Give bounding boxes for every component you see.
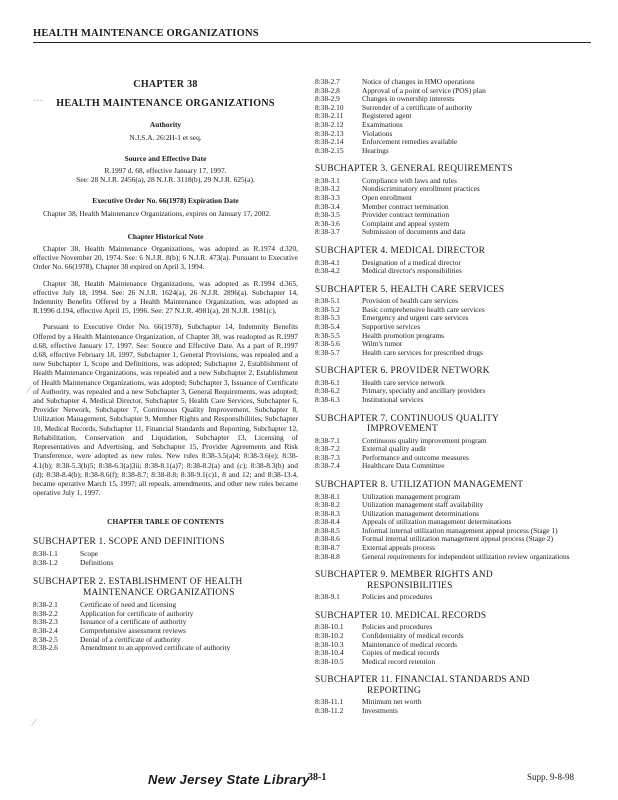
section-title: Maintenance of medical records xyxy=(362,639,458,649)
subchapter-title: SUBCHAPTER 5. HEALTH CARE SERVICES xyxy=(315,284,505,295)
subchapter-title: SUBCHAPTER 9. MEMBER RIGHTS AND xyxy=(315,570,493,581)
section-title: Violations xyxy=(362,128,393,138)
section-title: Submission of documents and data xyxy=(362,227,466,237)
section-title: Wilm's tumor xyxy=(362,339,403,349)
section-title: Denial of a certificate of authority xyxy=(80,634,181,644)
toc-row xyxy=(315,147,486,156)
section-number: 8:38-5.2 xyxy=(315,304,340,314)
section-title: Confidentiality of medical records xyxy=(362,630,464,640)
section-title: Approval of a point of service (POS) plan xyxy=(362,85,486,95)
section-title: Provision of health care services xyxy=(362,296,459,306)
section-number: 8:38-2.9 xyxy=(315,94,340,104)
section-number: 8:38-6.2 xyxy=(315,386,340,396)
section-title: Issuance of a certificate of authority xyxy=(80,617,187,627)
section-number: 8:38-3.3 xyxy=(315,193,340,203)
section-number: 8:38-5.5 xyxy=(315,330,340,340)
section-title: Appeals of utilization management determinations xyxy=(362,517,512,527)
section-number: 8:38-6.1 xyxy=(315,377,340,387)
section-number: 8:38-2.13 xyxy=(315,128,344,138)
toc-row xyxy=(315,553,570,562)
chapter-number: CHAPTER 38 xyxy=(133,79,198,90)
section-number: 8:38-3.7 xyxy=(315,227,340,237)
section-number: 8:38-2.15 xyxy=(315,145,344,155)
section-number: 8:38-10.2 xyxy=(315,630,344,640)
section-number: 8:38-8.7 xyxy=(315,543,340,553)
subchapter-title: SUBCHAPTER 2. ESTABLISHMENT OF HEALTH xyxy=(33,577,243,588)
toc-row xyxy=(315,658,464,667)
section-title: Surrender of a certificate of authority xyxy=(362,102,473,112)
section-title: Complaint and appeal system xyxy=(362,218,450,228)
section-title: Continuous quality improvement program xyxy=(362,435,487,445)
toc-list xyxy=(315,437,487,471)
toc-row xyxy=(315,593,432,602)
section-number: 8:38-3.6 xyxy=(315,218,340,228)
toc-row xyxy=(315,396,485,405)
toc-list xyxy=(315,259,462,276)
subchapter-title-continued: REPORTING xyxy=(367,685,421,696)
section-title: Amendment to an approved certificate of authority xyxy=(80,643,231,653)
section-title: Health care service network xyxy=(362,377,445,387)
section-number: 8:38-8.5 xyxy=(315,525,340,535)
section-number: 8:38-2.1 xyxy=(33,600,58,610)
right-column xyxy=(315,78,595,716)
section-number: 8:38-8.6 xyxy=(315,534,340,544)
source-line: R.1997 d. 68, effective January 17, 1997. xyxy=(104,166,227,176)
section-number: 8:38-5.4 xyxy=(315,321,340,331)
section-title: Open enrollment xyxy=(362,193,412,203)
toc-row xyxy=(315,267,462,276)
historical-paragraph: Chapter 38, Health Maintenance Organizations, was adopted as R.1994 d.365, effective July 18, 1994. See: 26 N.J.R. 1624(a), 26 N.J.R. 2896(a). Subchapter 14, Indemnity Benefits Offered by a Health Maintenance Organization, was adopted as R.1996 d.194, effective April 15, 1996. See: 27 N.J.R. 4981(a), 28 N.J.R. 1981(c). xyxy=(33,278,298,316)
section-number: 8:38-7.1 xyxy=(315,435,340,445)
section-number: 8:38-2.6 xyxy=(33,643,58,653)
toc-list xyxy=(315,623,464,666)
section-number: 8:38-10.1 xyxy=(315,622,344,632)
section-number: 8:38-10.3 xyxy=(315,639,344,649)
section-number: 8:38-7.4 xyxy=(315,461,340,471)
section-number: 8:38-11.2 xyxy=(315,705,344,715)
toc-list xyxy=(315,593,432,602)
supplement-date: Supp. 9-8-98 xyxy=(527,772,574,782)
section-title: Healthcare Data Committee xyxy=(362,461,445,471)
section-number: 8:38-5.6 xyxy=(315,339,340,349)
running-header: HEALTH MAINTENANCE ORGANIZATIONS xyxy=(33,28,259,39)
section-title: Health promotion programs xyxy=(362,330,445,340)
toc-row xyxy=(33,559,113,568)
section-number: 8:38-8.4 xyxy=(315,517,340,527)
subchapter-title-continued: RESPONSIBILITIES xyxy=(367,580,453,591)
section-number: 8:38-5.1 xyxy=(315,296,340,306)
subchapter-title: SUBCHAPTER 11. FINANCIAL STANDARDS AND xyxy=(315,675,530,686)
section-number: 8:38-3.1 xyxy=(315,175,340,185)
page-number: 38-1 xyxy=(308,772,327,783)
section-number: 8:38-7.2 xyxy=(315,444,340,454)
source-line: See: 28 N.J.R. 2456(a), 28 N.J.R. 3118(b), 29 N.J.R. 625(a). xyxy=(76,175,255,185)
section-number: 8:38-10.5 xyxy=(315,656,344,666)
section-title: Registered agent xyxy=(362,111,412,121)
section-number: 8:38-8.2 xyxy=(315,500,340,510)
section-title: Utilization management staff availability xyxy=(362,500,484,510)
margin-mark: ⁄ xyxy=(28,385,30,396)
section-number: 8:38-6.3 xyxy=(315,395,340,405)
section-title: External quality audit xyxy=(362,444,427,454)
authority-text: N.J.S.A. 26:2H-1 et seq. xyxy=(129,132,202,142)
section-title: Examinations xyxy=(362,119,403,129)
section-number: 8:38-1.2 xyxy=(33,557,58,567)
toc-list xyxy=(315,379,485,405)
header-rule xyxy=(33,42,591,43)
toc-list xyxy=(33,550,113,567)
chapter-title: HEALTH MAINTENANCE ORGANIZATIONS xyxy=(56,98,275,110)
section-title: Policies and procedures xyxy=(362,622,433,632)
section-number: 8:38-2.5 xyxy=(33,634,58,644)
section-number: 8:38-10.4 xyxy=(315,648,344,658)
section-title: Informal internal utilization management appeal process (Stage 1) xyxy=(362,525,558,535)
subchapter-title-continued: IMPROVEMENT xyxy=(367,424,438,435)
section-number: 8:38-2.8 xyxy=(315,85,340,95)
section-title: Primary, specialty and ancillary providers xyxy=(362,386,486,396)
subchapter-title: SUBCHAPTER 1. SCOPE AND DEFINITIONS xyxy=(33,536,225,547)
section-title: Enforcement remedies available xyxy=(362,137,458,147)
section-title: Performance and outcome measures xyxy=(362,452,469,462)
section-number: 8:38-3.5 xyxy=(315,210,340,220)
section-title: Investments xyxy=(362,705,398,715)
section-title: Comprehensive assessment reviews xyxy=(80,625,186,635)
toc-list xyxy=(33,601,230,653)
section-title: Minimum net worth xyxy=(362,697,422,707)
toc-row xyxy=(315,462,487,471)
section-number: 8:38-9.1 xyxy=(315,592,340,602)
section-number: 8:38-2.10 xyxy=(315,102,344,112)
section-number: 8:38-8.3 xyxy=(315,508,340,518)
section-title: Certificate of need and licensing xyxy=(80,600,177,610)
section-title: General requirements for independent utilization review organizations xyxy=(362,551,570,561)
section-title: Provider contract termination xyxy=(362,210,450,220)
library-stamp: New Jersey State Library xyxy=(148,772,310,787)
toc-sections xyxy=(315,164,595,715)
section-title: Utilization management program xyxy=(362,491,461,501)
section-title: Policies and procedures xyxy=(362,592,433,602)
section-title: Medical director's responsibilities xyxy=(362,266,462,276)
historical-heading: Chapter Historical Note xyxy=(127,231,204,241)
toc-row xyxy=(315,535,570,544)
toc-list xyxy=(315,297,485,357)
section-number: 8:38-5.3 xyxy=(315,313,340,323)
section-title: Member contract termination xyxy=(362,201,449,211)
toc-list xyxy=(315,78,486,155)
section-number: 8:38-2.3 xyxy=(33,617,58,627)
historical-paragraph: Chapter 38, Health Maintenance Organizations, was adopted as R.1974 d.320, effective November 20, 1974. See: 6 N.J.R. 8(b); 6 N.J.R. 473(a). Pursuant to Executive Order No. 66(1978), Chapter 38 expired on April 3, 1994. xyxy=(33,244,298,272)
subchapter-title: SUBCHAPTER 8. UTILIZATION MANAGEMENT xyxy=(315,480,524,490)
section-number: 8:38-5.7 xyxy=(315,347,340,357)
section-title: Definitions xyxy=(80,557,114,567)
toc-list xyxy=(315,698,422,715)
section-title: Supportive services xyxy=(362,321,421,331)
section-number: 8:38-1.1 xyxy=(33,549,58,559)
subchapter-title: SUBCHAPTER 10. MEDICAL RECORDS xyxy=(315,610,487,621)
section-title: Formal internal utilization management appeal process (Stage 2) xyxy=(362,534,554,544)
section-number: 8:38-4.2 xyxy=(315,266,340,276)
section-title: Institutional services xyxy=(362,395,424,405)
toc-row xyxy=(315,707,422,716)
subchapter-title: SUBCHAPTER 3. GENERAL REQUIREMENTS xyxy=(315,164,513,175)
left-column xyxy=(33,80,298,653)
section-title: Designation of a medical director xyxy=(362,257,461,267)
subchapter-title: SUBCHAPTER 7. CONTINUOUS QUALITY xyxy=(315,413,500,424)
toc-row xyxy=(315,349,485,358)
section-title: External appeals process xyxy=(362,543,436,553)
section-title: Application for certificate of authority xyxy=(80,608,194,618)
section-title: Utilization management determinations xyxy=(362,508,479,518)
toc-row xyxy=(33,644,230,653)
toc-row xyxy=(315,228,480,237)
expiration-text: Chapter 38, Health Maintenance Organizations, expires on January 17, 2002. xyxy=(43,208,271,218)
section-number: 8:38-3.2 xyxy=(315,184,340,194)
margin-mark: ··· xyxy=(33,96,43,107)
subchapter-title: SUBCHAPTER 4. MEDICAL DIRECTOR xyxy=(315,246,486,256)
toc-heading: CHAPTER TABLE OF CONTENTS xyxy=(107,517,224,527)
section-title: Scope xyxy=(80,549,99,559)
expiration-heading: Executive Order No. 66(1978) Expiration Date xyxy=(92,196,239,206)
section-title: Medical record retention xyxy=(362,656,436,666)
section-number: 8:38-2.2 xyxy=(33,608,58,618)
toc-list xyxy=(315,177,480,237)
section-number: 8:38-2.4 xyxy=(33,625,58,635)
section-number: 8:38-2.7 xyxy=(315,77,340,86)
section-number: 8:38-2.11 xyxy=(315,111,344,121)
section-title: Changes in ownership interests xyxy=(362,94,455,104)
section-number: 8:38-2.14 xyxy=(315,137,344,147)
section-number: 8:38-4.1 xyxy=(315,257,340,267)
section-title: Compliance with laws and rules xyxy=(362,175,457,185)
subchapter-title-continued: MAINTENANCE ORGANIZATIONS xyxy=(83,587,235,598)
section-title: Notice of changes in HMO operations xyxy=(362,77,475,86)
section-title: Hearings xyxy=(362,145,389,155)
historical-paragraph: Pursuant to Executive Order No. 66(1978), Subchapter 14, Indemnity Benefits Offered by a Health Maintenance Organization, of Chapter 38, was readopted as R.1997 d.68, effective January 17, 1997. See: Source and Effective Date. As a part of R.1997 d.68, effective February 18, 1997, Subchapter 1, General Provisions, was repealed and a new Subchapter 1, Scope and Definitions, was adopted; Subchapter 2, Establishment of Health Maintenance Organizations, was repealed and a new Subchapter 2, Establishment of Health Maintenance Organizations, was adopted; Subchapter 3, Issuance of Certificate of Authority, was repealed and a new Subchapter 3, General Requirements, was adopted; and Subchapter 4, Medical Director, Subchapter 5, Health Care Services, Subchapter 6, Provider Network, Subchapter 7, Continuous Quality Improvement, Subchapter 8, Utilization Management, Subchapter 9, Member Rights and Responsibilities, Subchapter 10, Medical Records, Subchapter 11, Financial Standards and Reporting, Subchapter 12, Rehabilitation, Conservation and Liquidation, Subchapter 13, Licensing of Representatives and Advertising, and Subchapter 15, Provider Agreements and Risk Transference, were adopted as new rules. New rules 8:38-3.5(a)4; 8:38-3.6(e); 8:38-4.1(b); 8:38-5.3(b)5; 8:38-6.3(a)3ii; 8:38-8.1(a)7; 8:38-8.2(a) and (c); 8:38-8.3(b) and (d); 8:38-8.4(b); 8:38-8.6(f); 8:38-8.7; 8:38-8.8; 8:38-9.1(c)1, 8 and 12; and 8:38-13.4, became operative March 15, 1997; all repeals, amendments, and other new rules became operative July 1, 1997. xyxy=(33,322,298,498)
authority-heading: Authority xyxy=(149,120,182,130)
margin-mark: ⁄ xyxy=(33,718,35,729)
section-number: 8:38-2.12 xyxy=(315,119,344,129)
section-title: Copies of medical records xyxy=(362,648,440,658)
section-number: 8:38-3.4 xyxy=(315,201,340,211)
section-number: 8:38-11.1 xyxy=(315,697,344,707)
toc-list xyxy=(315,493,570,562)
section-title: Nondiscriminatory enrollment practices xyxy=(362,184,480,194)
section-title: Basic comprehensive health care services xyxy=(362,304,485,314)
section-number: 8:38-8.1 xyxy=(315,491,340,501)
section-number: 8:38-7.3 xyxy=(315,452,340,462)
section-number: 8:38-8.8 xyxy=(315,551,340,561)
section-title: Emergency and urgent care services xyxy=(362,313,469,323)
subchapter-title: SUBCHAPTER 6. PROVIDER NETWORK xyxy=(315,366,490,377)
source-heading: Source and Effective Date xyxy=(124,153,207,163)
section-title: Health care services for prescribed drugs xyxy=(362,347,483,357)
